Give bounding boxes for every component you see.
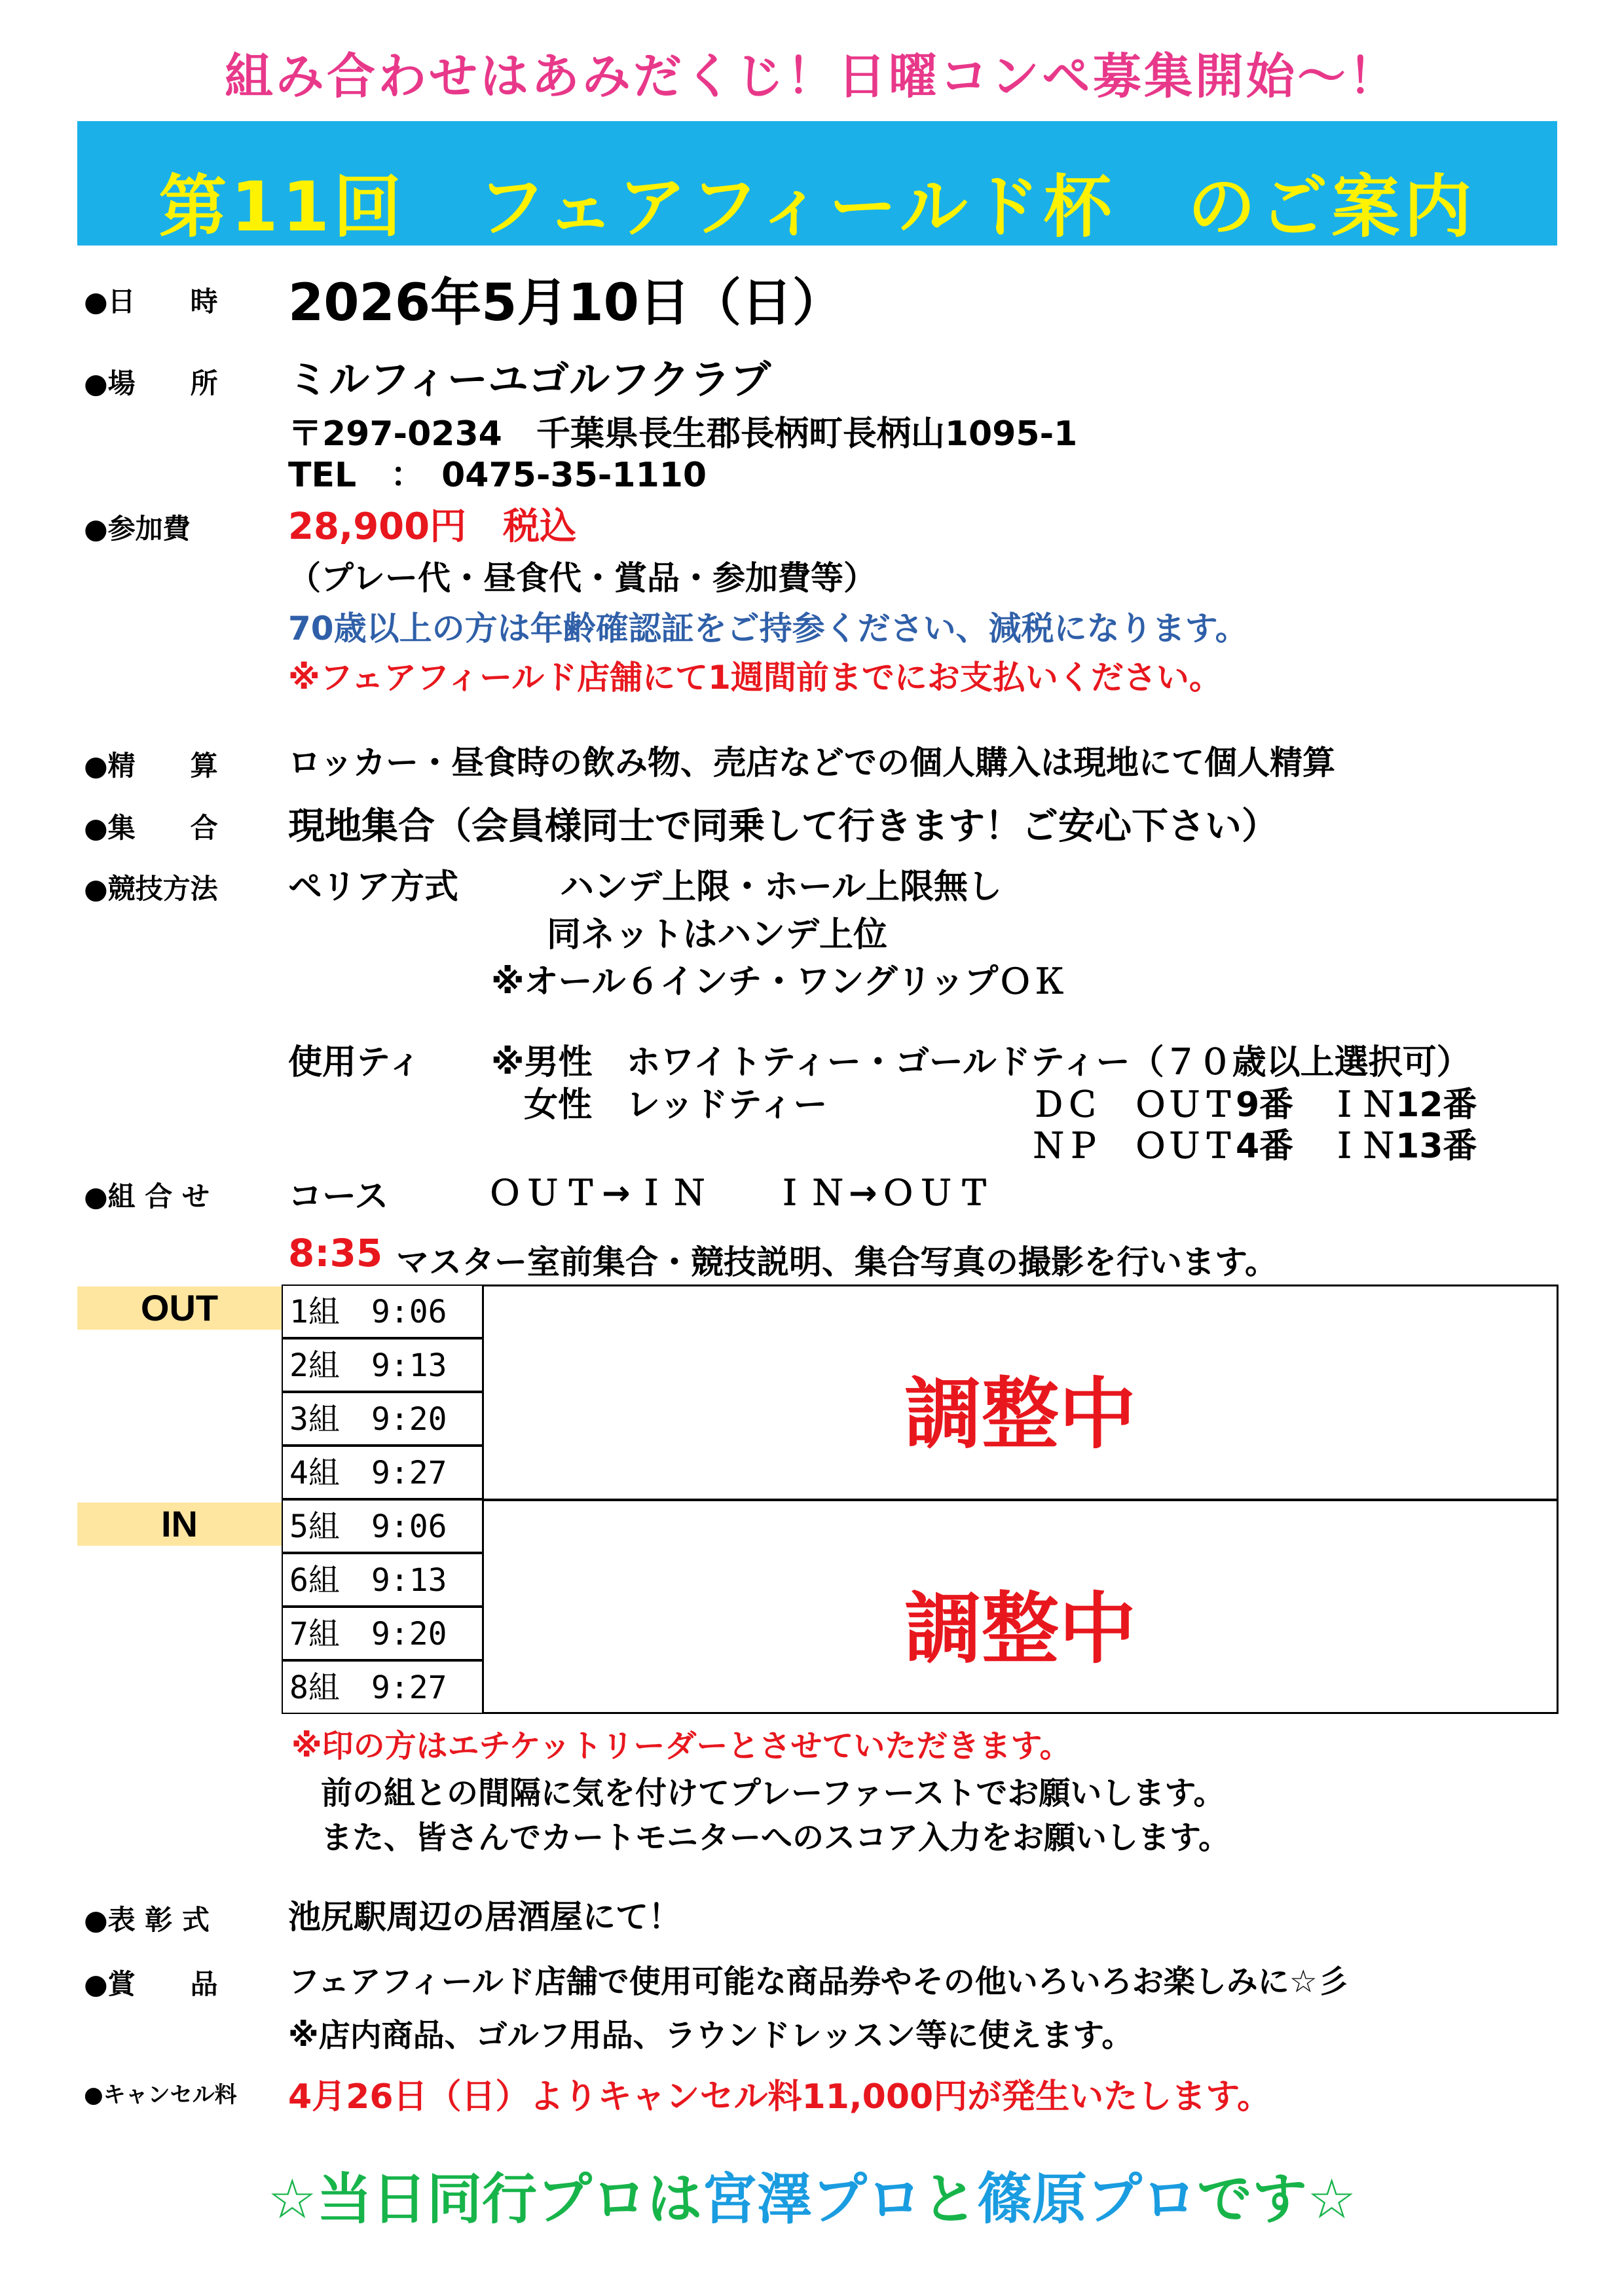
settlement-value: ロッカー・昼食時の飲み物、売店などでの個人購入は現地にて個人精算 bbox=[288, 744, 1335, 782]
prizes-line2: ※店内商品、ゴルフ用品、ラウンドレッスン等に使えます。 bbox=[288, 2017, 1134, 2054]
tagline: 組み合わせはあみだくじ！日曜コンペ募集開始～！ bbox=[225, 48, 1399, 105]
group-row: 1組 9:06 bbox=[282, 1285, 483, 1338]
out-header: OUT bbox=[77, 1286, 282, 1330]
group-row: 4組 9:27 bbox=[282, 1446, 483, 1499]
footer-line bbox=[0, 2155, 1624, 2234]
course-label: コース bbox=[288, 1177, 389, 1216]
fee-breakdown: （プレー代・昼食代・賞品・参加費等） bbox=[288, 559, 876, 597]
in-status: 調整中 bbox=[904, 1584, 1136, 1674]
star-left-icon: ☆ bbox=[267, 2167, 317, 2231]
fee-label: ●参加費 bbox=[84, 513, 191, 545]
tee-dc: ＤＣ ＯＵＴ9番 ＩＮ12番 bbox=[1031, 1085, 1477, 1125]
format-handicap: ハンデ上限・ホール上限無し bbox=[560, 867, 1002, 907]
group-row: 6組 9:13 bbox=[282, 1553, 483, 1607]
out-schedule-pane bbox=[482, 1285, 1559, 1501]
footer-text-2: と bbox=[921, 2167, 977, 2231]
venue-name: ミルフィーユゴルフクラブ bbox=[288, 355, 771, 403]
payment-note: ※フェアフィールド店舗にて1週間前までにお支払いください。 bbox=[288, 659, 1222, 697]
group-row: 5組 9:06 bbox=[282, 1499, 483, 1553]
settlement-label: ●精 算 bbox=[84, 750, 218, 782]
format-tiebreak: 同ネットはハンデ上位 bbox=[547, 915, 888, 955]
star-right-icon: ☆ bbox=[1307, 2167, 1357, 2231]
prizes-label: ●賞 品 bbox=[84, 1968, 218, 2000]
meeting-label: ●集 合 bbox=[84, 812, 218, 844]
in-header: IN bbox=[77, 1503, 282, 1546]
score-note: また、皆さんでカートモニターへのスコア入力をお願いします。 bbox=[321, 1819, 1230, 1856]
footer-text-3: です bbox=[1197, 2167, 1308, 2231]
datetime-value: 2026年5月10日（日） bbox=[288, 274, 843, 333]
meeting-value: 現地集合（会員様同士で同乗して行きます！ご安心下さい） bbox=[288, 805, 1278, 848]
ceremony-value: 池尻駅周辺の居酒屋にて！ bbox=[288, 1898, 681, 1936]
footer-pro-2: 篠原プロ bbox=[977, 2167, 1198, 2231]
out-status: 調整中 bbox=[904, 1369, 1136, 1459]
route-out-in: ＯＵＴ→ＩＮ bbox=[488, 1174, 710, 1213]
group-row: 2組 9:13 bbox=[282, 1338, 483, 1392]
assembly-time: 8:35 bbox=[288, 1231, 383, 1275]
footer-pro-1: 宮澤プロ bbox=[701, 2167, 922, 2231]
assembly-text: マスター室前集合・競技説明、集合写真の撮影を行います。 bbox=[396, 1243, 1278, 1281]
page-title: 第11回 フェアフィールド杯 のご案内 bbox=[158, 167, 1476, 247]
senior-note: 70歳以上の方は年齢確認証をご持参ください、減税になります。 bbox=[288, 610, 1248, 647]
prizes-line1: フェアフィールド店舗で使用可能な商品券やその他いろいろお楽しみに☆彡 bbox=[288, 1963, 1349, 2000]
cancel-label: ●キャンセル料 bbox=[84, 2082, 237, 2108]
tee-men: ※男性 ホワイトティー・ゴールドティー（７０歳以上選択可） bbox=[491, 1043, 1471, 1082]
route-in-out: ＩＮ→ＯＵＴ bbox=[773, 1174, 995, 1213]
footer-text-1: 当日同行プロは bbox=[316, 2167, 702, 2231]
format-label: ●競技方法 bbox=[84, 873, 218, 905]
tee-np: ＮＰ ＯＵＴ4番 ＩＮ13番 bbox=[1031, 1127, 1477, 1166]
venue-tel: TEL ： 0475-35-1110 bbox=[288, 456, 707, 495]
pace-note: 前の組との間隔に気を付けてプレーファーストでお願いします。 bbox=[321, 1775, 1225, 1812]
leader-note: ※印の方はエチケットリーダーとさせていただきます。 bbox=[291, 1728, 1071, 1764]
in-schedule-pane bbox=[482, 1499, 1559, 1714]
cancel-value: 4月26日（日）よりキャンセル料11,000円が発生いたします。 bbox=[288, 2077, 1272, 2117]
group-row: 7組 9:20 bbox=[282, 1607, 483, 1660]
ceremony-label: ●表 彰 式 bbox=[84, 1904, 210, 1936]
venue-label: ●場 所 bbox=[84, 367, 218, 399]
tee-women: 女性 レッドティー bbox=[524, 1085, 828, 1125]
group-row: 8組 9:27 bbox=[282, 1660, 483, 1714]
tee-label: 使用ティ bbox=[288, 1043, 422, 1082]
group-row: 3組 9:20 bbox=[282, 1392, 483, 1446]
venue-address: 〒297-0234 千葉県長生郡長柄町長柄山1095-1 bbox=[288, 414, 1078, 454]
format-type: ペリア方式 bbox=[288, 867, 459, 907]
format-rule: ※オール６インチ・ワングリップＯＫ bbox=[491, 962, 1067, 1002]
fee-amount: 28,900円 税込 bbox=[288, 505, 577, 548]
datetime-label: ●日 時 bbox=[84, 285, 218, 318]
pairing-label: ●組 合 せ bbox=[84, 1180, 210, 1212]
